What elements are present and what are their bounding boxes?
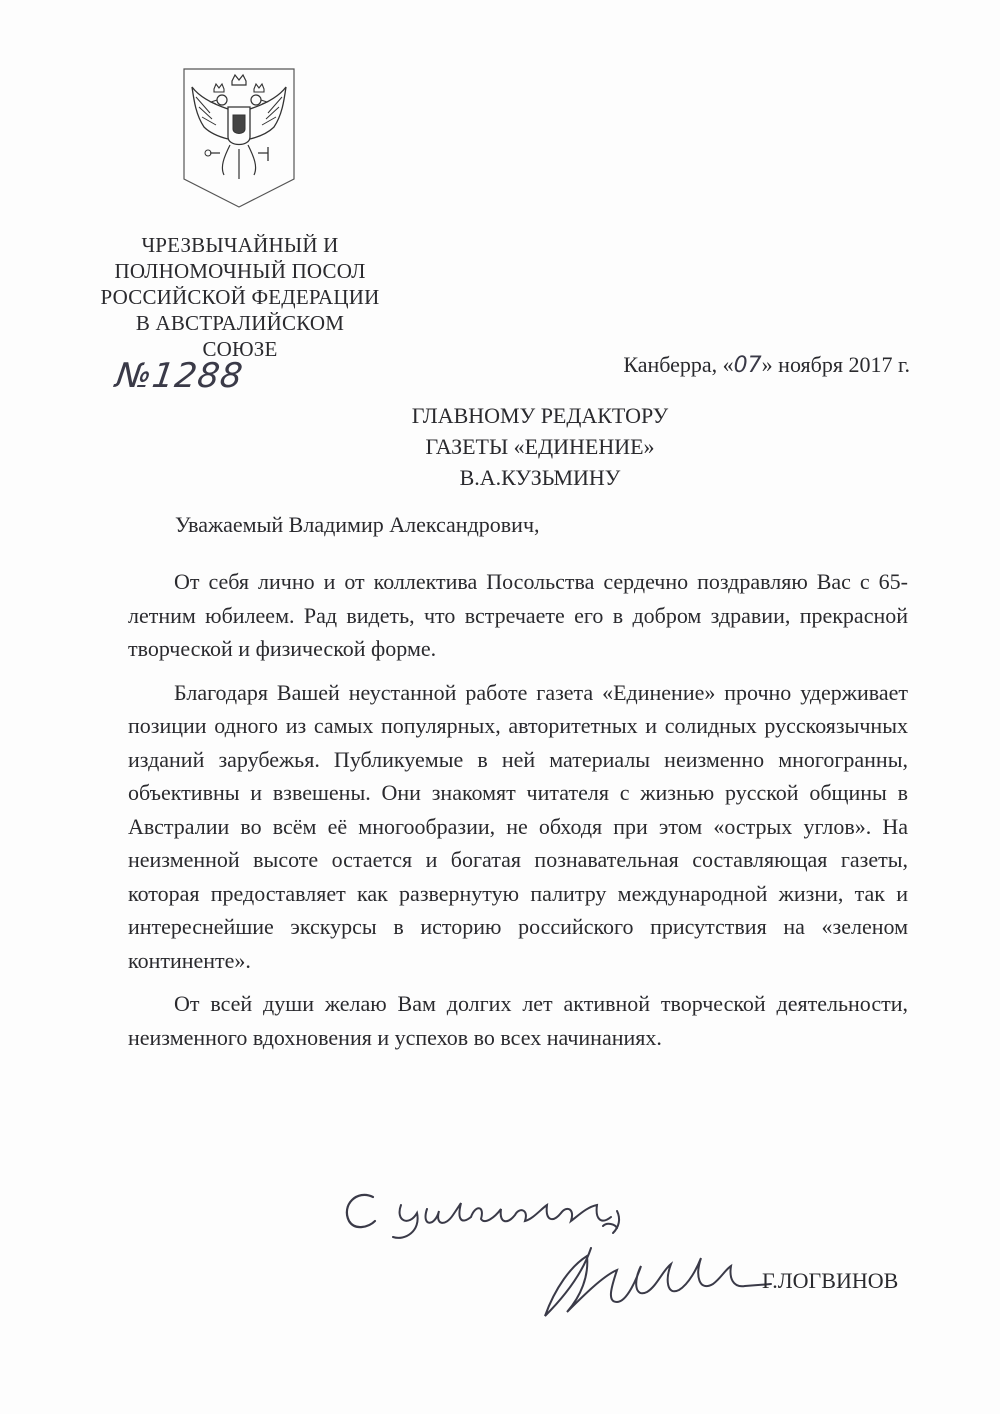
sender-title <box>90 232 390 362</box>
salutation: Уважаемый Владимир Александрович, <box>175 512 540 537</box>
addressee-line: ГЛАВНОМУ РЕДАКТОРУ <box>411 403 669 428</box>
sender-line: ЧРЕЗВЫЧАЙНЫЙ И <box>141 233 339 257</box>
sender-line: ПОЛНОМОЧНЫЙ ПОСОЛ <box>114 259 366 283</box>
place-date-suffix: » ноября 2017 г. <box>761 352 910 377</box>
paragraph: Благодаря Вашей неустанной работе газета «Единение» прочно удерживает позиции одного из самых популярных, авторитетных и солидных русскоязычных изданий зарубежья. Публикуемые в ней материалы неизменно многогранны, объективны и взвешены. Они знакомят читателя с жизнью русской общины в Австралии во всём её многообразии, не обходя при этом «острых углов». На неизменной высоте остается и богатая познавательная составляющая газеты, которая предоставляет как развернутую палитру международной жизни, так и интереснейшие экскурсы в историю российского присутствия на «зеленом континенте». <box>128 679 908 973</box>
place-date-prefix: Канберра, « <box>623 352 734 377</box>
signer-name: Г.ЛОГВИНОВ <box>762 1268 899 1293</box>
paragraph: От всей души желаю Вам долгих лет активной творческой деятельности, неизменного вдохновения и успехов во всех начинаниях. <box>128 991 908 1050</box>
place-and-date <box>623 352 910 378</box>
reference-number: №1288 <box>113 356 246 396</box>
addressee-line: В.А.КУЗЬМИНУ <box>459 465 621 490</box>
russian-coat-of-arms-icon <box>180 67 298 209</box>
sender-line: В АВСТРАЛИЙСКОМ <box>135 311 345 335</box>
addressee <box>300 400 780 493</box>
signature <box>525 1218 775 1328</box>
letter-body <box>128 565 908 1064</box>
sender-line: СОЮЗЕ <box>202 337 278 361</box>
addressee-line: ГАЗЕТЫ «ЕДИНЕНИЕ» <box>425 434 655 459</box>
sender-line: РОССИЙСКОЙ ФЕДЕРАЦИИ <box>100 285 380 309</box>
paragraph: От себя лично и от коллектива Посольства сердечно поздравляю Вас с 65-летним юбилеем. Рад видеть, что встречаете его в добром здравии, прекрасной творческой и физической форме. <box>128 569 908 661</box>
date-day: 07 <box>733 353 762 378</box>
